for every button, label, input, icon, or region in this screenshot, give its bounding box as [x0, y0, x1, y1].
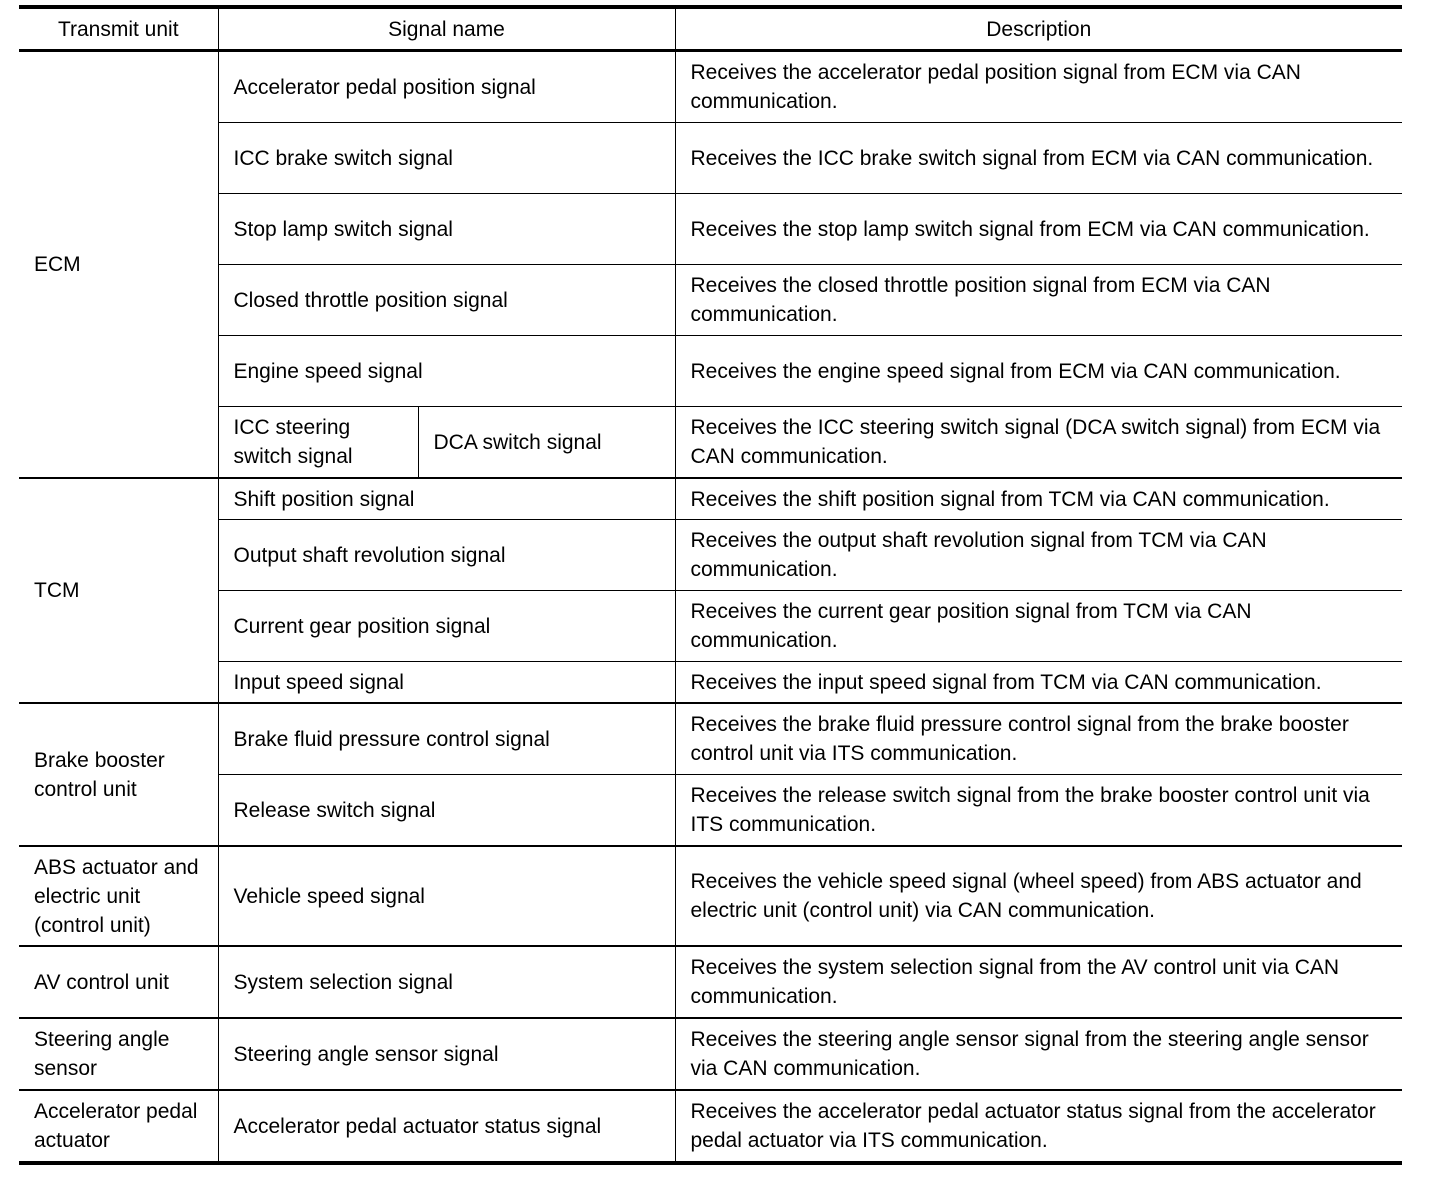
transmit-unit-cell: TCM [19, 478, 218, 703]
signal-name-cell: Vehicle speed signal [218, 846, 675, 946]
signal-name-cell: Current gear position signal [218, 591, 675, 662]
description-cell: Receives the stop lamp switch signal from ECM via CAN communication. [675, 194, 1402, 265]
signal-name-cell: Output shaft revolution signal [218, 520, 675, 591]
transmit-unit-cell: AV control unit [19, 946, 218, 1018]
transmit-unit-cell: Accelerator pedal actuator [19, 1090, 218, 1163]
description-cell: Receives the system selection signal from the AV control unit via CAN communication. [675, 946, 1402, 1018]
description-cell: Receives the closed throttle position signal from ECM via CAN communication. [675, 265, 1402, 336]
description-cell: Receives the engine speed signal from ECM via CAN communication. [675, 336, 1402, 407]
signal-name-cell: Shift position signal [218, 478, 675, 520]
table-row [19, 946, 1402, 1018]
header-signal-name: Signal name [218, 7, 675, 51]
description-cell: Receives the ICC steering switch signal (DCA switch signal) from ECM via CAN communication. [675, 407, 1402, 479]
table-row [19, 194, 1402, 265]
table-row [19, 520, 1402, 591]
sub-signal-name-cell: DCA switch signal [418, 407, 675, 479]
description-cell: Receives the steering angle sensor signal from the steering angle sensor via CAN communication. [675, 1018, 1402, 1090]
signal-name-cell: Brake fluid pressure control signal [218, 703, 675, 775]
signal-name-cell: Input speed signal [218, 662, 675, 704]
description-cell: Receives the current gear position signal from TCM via CAN communication. [675, 591, 1402, 662]
table-row [19, 478, 1402, 520]
table-row [19, 407, 1402, 479]
signal-name-cell: Release switch signal [218, 775, 675, 847]
description-cell: Receives the accelerator pedal position signal from ECM via CAN communication. [690, 61, 1301, 113]
table-row [19, 123, 1402, 194]
header-description: Description [675, 7, 1402, 51]
signal-name-cell: System selection signal [218, 946, 675, 1018]
transmit-unit-cell: ECM [19, 51, 218, 479]
transmit-unit-cell: Brake booster control unit [19, 703, 218, 846]
description-cell: Receives the shift position signal from TCM via CAN communication. [675, 478, 1402, 520]
table-row [19, 1018, 1402, 1090]
signal-name-cell: ICC steering switch signal [218, 407, 418, 479]
table-row [19, 662, 1402, 704]
table-row [19, 1090, 1402, 1163]
description-cell: Receives the vehicle speed signal (wheel speed) from ABS actuator and electric unit (control unit) via CAN communication. [675, 846, 1402, 946]
table-row [19, 846, 1402, 946]
signal-name-cell: Engine speed signal [218, 336, 675, 407]
signal-name-cell: Stop lamp switch signal [218, 194, 675, 265]
description-cell: Receives the ICC brake switch signal from ECM via CAN communication. [675, 123, 1402, 194]
signal-name-cell: Accelerator pedal position signal [218, 51, 675, 123]
table-row [19, 51, 1402, 123]
description-cell: Receives the brake fluid pressure control signal from the brake booster control unit via ITS communication. [675, 703, 1402, 775]
table-row [19, 265, 1402, 336]
signal-name-cell: Closed throttle position signal [218, 265, 675, 336]
table-row [19, 703, 1402, 775]
header-row [19, 7, 1402, 51]
description-cell: Receives the output shaft revolution signal from TCM via CAN communication. [675, 520, 1402, 591]
signal-table [19, 5, 1402, 1165]
table-row [19, 336, 1402, 407]
signal-name-cell: ICC brake switch signal [218, 123, 675, 194]
transmit-unit-cell: ABS actuator and electric unit (control unit) [19, 846, 218, 946]
table-row [19, 775, 1402, 847]
signal-name-cell: Steering angle sensor signal [218, 1018, 675, 1090]
description-cell: Receives the release switch signal from the brake booster control unit via ITS communication. [675, 775, 1402, 847]
table-row [19, 591, 1402, 662]
signal-name-cell: Accelerator pedal actuator status signal [218, 1090, 675, 1163]
description-cell: Receives the input speed signal from TCM via CAN communication. [675, 662, 1402, 704]
description-cell: Receives the accelerator pedal actuator status signal from the accelerator pedal actuator via ITS communication. [675, 1090, 1402, 1163]
header-transmit-unit: Transmit unit [19, 7, 218, 51]
transmit-unit-cell: Steering angle sensor [19, 1018, 218, 1090]
